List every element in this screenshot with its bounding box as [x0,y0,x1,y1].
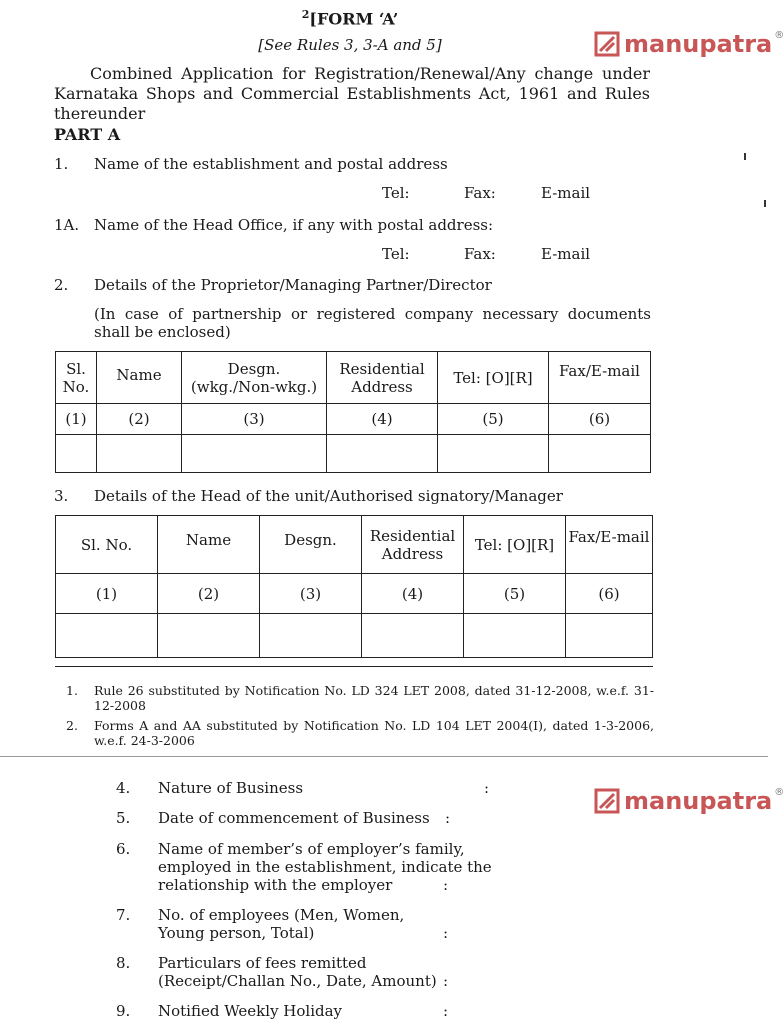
item-9-colon: : [443,1002,449,1020]
item-7-text: No. of employees (Men, Women, Young person, Total) [158,906,405,942]
item-3-text: Details of the Head of the unit/Authorised signatory/Manager [94,487,563,505]
title-superscript: 2 [301,8,310,21]
watermark-text: manupatra [624,787,773,815]
table-colnum-cell: (2) [158,574,260,614]
item-9-text: Notified Weekly Holiday [158,1002,343,1020]
watermark-registered: ® [774,30,784,41]
table-empty-cell[interactable] [549,435,651,473]
table-empty-cell[interactable] [327,435,438,473]
table-header-cell: Name [97,352,182,404]
item-7-colon: : [443,924,449,942]
item-4-text: Nature of Business [158,779,304,797]
item-6-number: 6. [116,840,131,858]
watermark-logo [594,30,784,58]
footnote-1-number: 1. [66,683,78,698]
scan-mark [764,200,766,207]
item-4-number: 4. [116,779,131,797]
footnote-2-number: 2. [66,718,78,733]
page-break-line [0,756,768,757]
footnote-1-text: Rule 26 substituted by Notification No. LD 324 LET 2008, dated 31-12-2008, w.e.f. 31-12-2008 [94,683,654,713]
item-1-number: 1. [54,155,69,173]
item-3-number: 3. [54,487,69,505]
table-header-cell: Desgn. (wkg./Non-wkg.) [182,352,327,404]
table-empty-cell[interactable] [464,614,566,658]
footnote-divider [55,666,653,667]
table-colnum-cell: (3) [182,404,327,435]
item-8-colon: : [443,972,449,990]
item-1a-tel: Tel: [382,245,410,263]
item-5-colon: : [445,809,451,827]
table-empty-cell[interactable] [362,614,464,658]
footnote-2-text: Forms A and AA substituted by Notification No. LD 104 LET 2004(I), dated 1-3-2006, w.e.f. 24-3-2006 [94,718,654,748]
item-1a-email: E-mail [541,245,591,263]
table-colnum-cell: (1) [56,404,97,435]
intro-paragraph: Combined Application for Registration/Renewal/Any change under Karnataka Shops and Commercial Establishments Act, 1961 and Rules thereunder [54,64,650,123]
item-2-note: (In case of partnership or registered company necessary documents shall be enclosed) [94,305,651,341]
table-header-cell: Fax/E-mail [566,516,653,574]
table-colnum-cell: (5) [464,574,566,614]
table-colnum-row [56,404,651,435]
table-empty-row [56,614,653,658]
table-header-cell: Sl. No. [56,516,158,574]
item-1a-fax: Fax: [464,245,496,263]
table-header-row [56,352,651,404]
head-of-unit-table [55,515,653,658]
part-heading: PART A [54,125,121,144]
table-colnum-cell: (5) [438,404,549,435]
item-1-email: E-mail [541,184,591,202]
table-empty-cell[interactable] [566,614,653,658]
form-title-text: [FORM ‘A’ [309,9,399,29]
manupatra-logo-icon [594,31,620,57]
table-empty-cell[interactable] [182,435,327,473]
item-1a-number: 1A. [54,216,80,234]
table-empty-cell[interactable] [56,614,158,658]
table-empty-cell[interactable] [260,614,362,658]
item-6-colon: : [443,876,449,894]
watermark-logo-lower [594,787,784,815]
table-colnum-cell: (6) [566,574,653,614]
item-1-text: Name of the establishment and postal address [94,155,448,173]
table-empty-cell[interactable] [158,614,260,658]
table-header-cell: Tel: [O][R] [464,516,566,574]
item-4-colon: : [484,779,490,797]
item-5-number: 5. [116,809,131,827]
watermark-text: manupatra [624,30,773,58]
table-colnum-cell: (6) [549,404,651,435]
table-colnum-cell: (4) [362,574,464,614]
item-8-text: Particulars of fees remitted (Receipt/Challan No., Date, Amount) [158,954,437,990]
table-colnum-cell: (2) [97,404,182,435]
item-8-number: 8. [116,954,131,972]
item-2-number: 2. [54,276,69,294]
manupatra-logo-icon [594,788,620,814]
item-2-text: Details of the Proprietor/Managing Partner/Director [94,276,492,294]
table-header-cell: Name [158,516,260,574]
table-header-row [56,516,653,574]
table-colnum-row [56,574,653,614]
table-empty-cell[interactable] [56,435,97,473]
item-1-tel: Tel: [382,184,410,202]
table-header-cell: Residential Address [327,352,438,404]
table-header-cell: Sl. No. [56,352,97,404]
table-empty-cell[interactable] [438,435,549,473]
table-colnum-cell: (3) [260,574,362,614]
item-5-text: Date of commencement of Business [158,809,430,827]
item-9-number: 9. [116,1002,131,1020]
item-6-text: Name of member’s of employer’s family, employed in the establishment, indicate the relationship with the employer [158,840,492,894]
table-colnum-cell: (4) [327,404,438,435]
table-header-cell: Fax/E-mail [549,352,651,404]
table-colnum-cell: (1) [56,574,158,614]
watermark-registered: ® [774,787,784,798]
proprietor-table [55,351,651,473]
item-7-number: 7. [116,906,131,924]
item-1-fax: Fax: [464,184,496,202]
table-empty-row [56,435,651,473]
scan-mark [744,153,746,160]
form-subtitle: [See Rules 3, 3-A and 5] [258,36,442,54]
table-header-cell: Tel: [O][R] [438,352,549,404]
table-empty-cell[interactable] [97,435,182,473]
table-header-cell: Desgn. [260,516,362,574]
table-header-cell: Residential Address [362,516,464,574]
form-title [0,8,700,28]
item-1a-text: Name of the Head Office, if any with postal address: [94,216,494,234]
